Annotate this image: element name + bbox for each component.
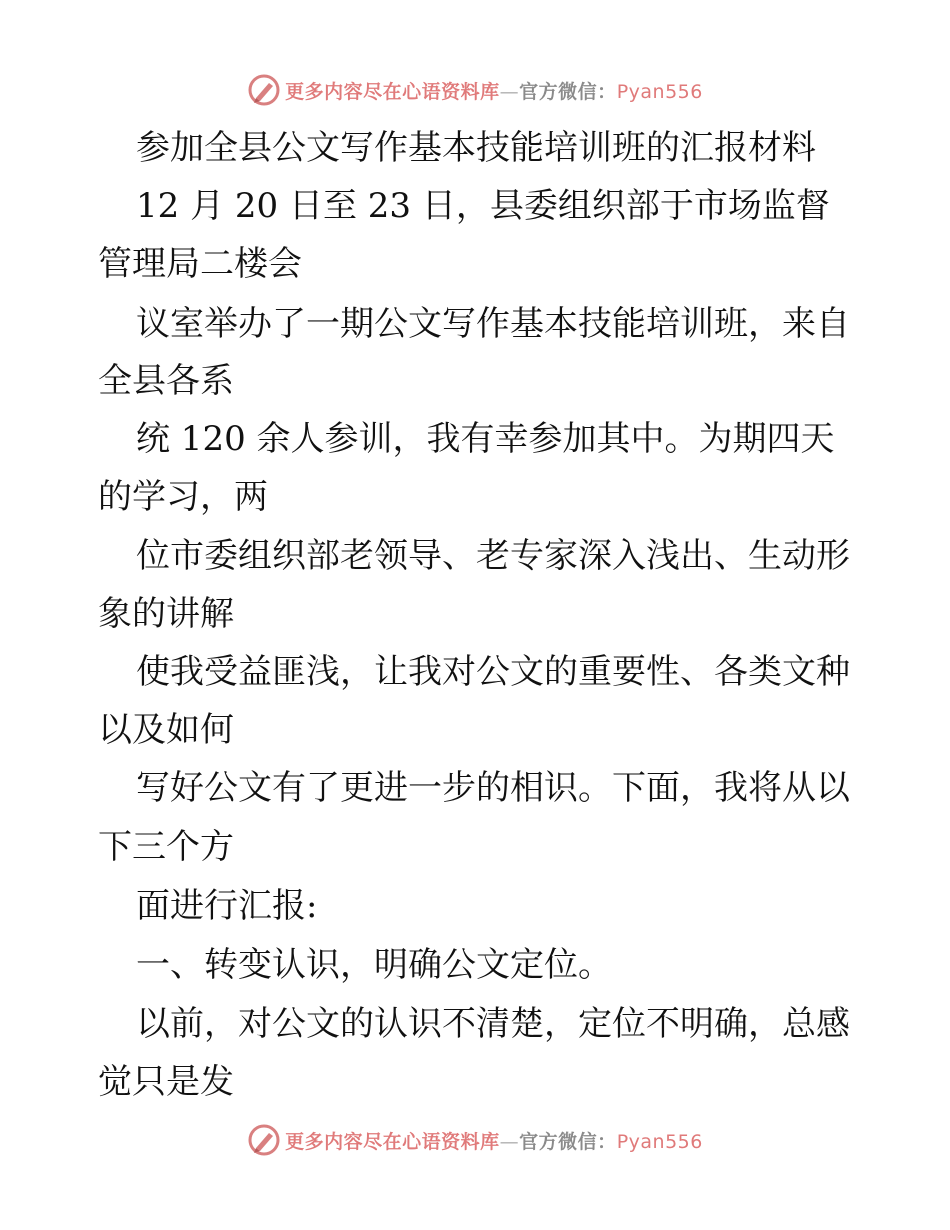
- watermark-main-text: 更多内容尽在心语资料库: [285, 80, 500, 103]
- paragraph-line: 的学习，两: [98, 477, 268, 517]
- watermark-id: Pyan556: [616, 80, 703, 103]
- watermark-sub-text: 官方微信：: [519, 1130, 617, 1153]
- paragraph-line: 管理局二楼会: [98, 244, 302, 284]
- paragraph-line: 以及如何: [98, 710, 234, 750]
- pen-logo-icon: [247, 1123, 281, 1157]
- watermark-dash: —: [499, 80, 520, 103]
- watermark-dash: —: [499, 1130, 520, 1153]
- paragraph-line: 全县各系: [98, 361, 234, 401]
- paragraph-line: 统 120 余人参训，我有幸参加其中。为期四天: [136, 419, 835, 459]
- watermark-footer: [0, 1118, 950, 1162]
- pen-logo-icon: [247, 73, 281, 107]
- paragraph-line: 觉只是发: [98, 1062, 234, 1102]
- paragraph-line: 象的讲解: [98, 594, 234, 634]
- watermark-sub-text: 官方微信：: [519, 80, 617, 103]
- paragraph-line: 面进行汇报:: [136, 886, 318, 926]
- paragraph-line: 位市委组织部老领导、老专家深入浅出、生动形: [136, 536, 850, 576]
- watermark-main-text: 更多内容尽在心语资料库: [285, 1130, 500, 1153]
- watermark-id: Pyan556: [616, 1130, 703, 1153]
- paragraph-line: 下三个方: [98, 827, 234, 867]
- paragraph-line: 使我受益匪浅，让我对公文的重要性、各类文种: [136, 652, 850, 692]
- section-heading: 一、转变认识，明确公文定位。: [136, 945, 612, 985]
- watermark-header: [0, 68, 950, 112]
- document-title: 参加全县公文写作基本技能培训班的汇报材料: [136, 128, 816, 168]
- paragraph-line: 12 月 20 日至 23 日，县委组织部于市场监督: [136, 186, 830, 226]
- paragraph-line: 以前，对公文的认识不清楚，定位不明确，总感: [136, 1004, 850, 1044]
- paragraph-line: 议室举办了一期公文写作基本技能培训班，来自: [136, 304, 850, 344]
- paragraph-line: 写好公文有了更进一步的相识。下面，我将从以: [136, 768, 850, 808]
